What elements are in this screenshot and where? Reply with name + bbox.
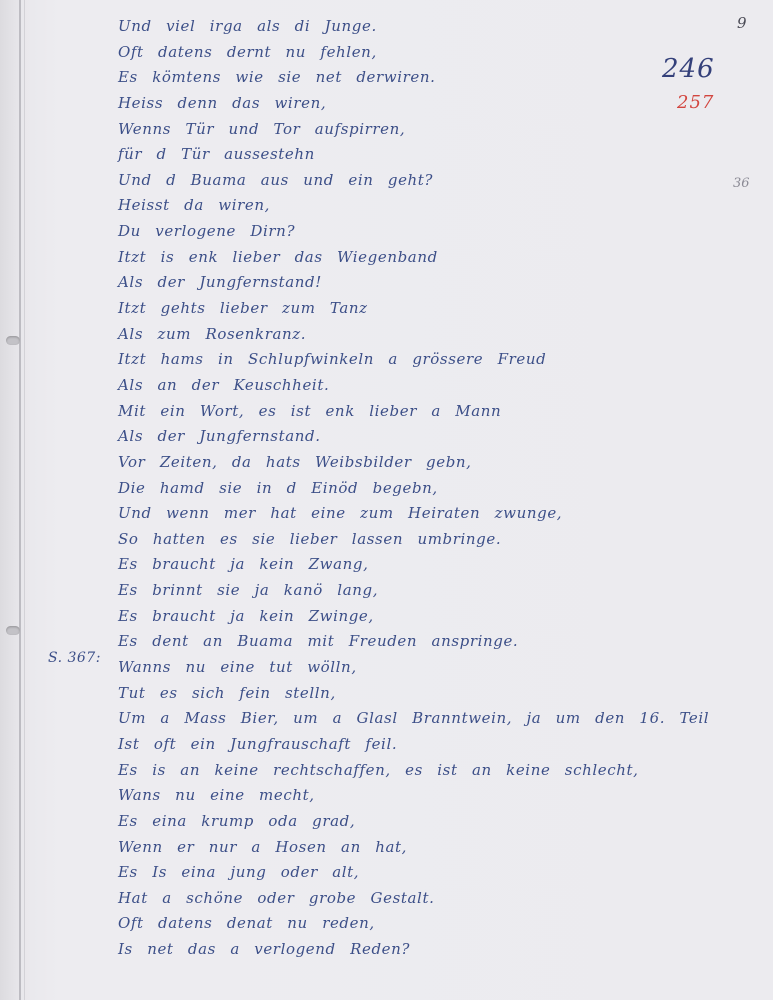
handwritten-text-block — [118, 14, 738, 963]
binding-hole — [6, 336, 20, 345]
text-line: Ist oft ein Jungfrauschaft feil. — [118, 734, 398, 753]
text-line: Als zum Rosenkranz. — [118, 324, 307, 343]
text-line: für d Tür aussestehn — [118, 145, 315, 164]
text-line: Wenns Tür und Tor aufspirren, — [118, 119, 406, 138]
page-number: 9 — [737, 14, 747, 32]
archive-number-red: 257 — [677, 92, 715, 113]
text-line: Als an der Keuschheit. — [118, 375, 330, 394]
text-line: Oft datens denat nu reden, — [118, 914, 375, 933]
text-line: Tut es sich fein stelln, — [118, 683, 336, 702]
text-line: Es Is eina jung oder alt, — [118, 863, 360, 882]
text-line: Vor Zeiten, da hats Weibsbilder gebn, — [118, 452, 472, 471]
text-line: Und wenn mer hat eine zum Heiraten zwunge, — [118, 504, 563, 523]
text-line: Heiss denn das wiren, — [118, 93, 327, 112]
text-line: Wans nu eine mecht, — [118, 786, 315, 805]
text-line: Wenn er nur a Hosen an hat, — [118, 837, 408, 856]
text-line: Wanns nu eine tut wölln, — [118, 658, 357, 677]
text-line: Es brinnt sie ja kanö lang, — [118, 581, 379, 600]
text-line: Die hamd sie in d Einöd begebn, — [118, 478, 438, 497]
text-line: Mit ein Wort, es ist enk lieber a Mann — [118, 401, 502, 420]
text-line: Itzt is enk lieber das Wiegenband — [118, 247, 438, 266]
text-line: Hat a schöne oder grobe Gestalt. — [118, 888, 435, 907]
text-line: Itzt gehts lieber zum Tanz — [118, 299, 368, 318]
text-line: So hatten es sie lieber lassen umbringe. — [118, 529, 502, 548]
text-line: Es dent an Buama mit Freuden anspringe. — [118, 632, 519, 651]
binding-hole — [6, 626, 20, 635]
text-line: Du verlogene Dirn? — [118, 222, 296, 241]
text-line: Und d Buama aus und ein geht? — [118, 170, 434, 189]
archive-number-blue: 246 — [662, 54, 715, 84]
archive-number-gray: 36 — [733, 176, 750, 191]
text-line: Es braucht ja kein Zwinge, — [118, 606, 374, 625]
binding-edge-inner — [24, 0, 25, 1000]
binding-edge — [19, 0, 21, 1000]
text-line: Und viel irga als di Junge. — [118, 17, 377, 35]
text-line: Es eina krump oda grad, — [118, 811, 356, 830]
text-line: Als der Jungfernstand. — [118, 427, 321, 446]
text-line: Es kömtens wie sie net derwiren. — [118, 68, 436, 87]
text-line: Itzt hams in Schlupfwinkeln a grössere Freud — [118, 350, 547, 369]
text-line: Es is an keine rechtschaffen, es ist an keine schlecht, — [118, 760, 639, 779]
text-line: Is net das a verlogend Reden? — [118, 940, 411, 959]
margin-page-reference: S. 367: — [48, 650, 101, 666]
text-line: Oft datens dernt nu fehlen, — [118, 42, 377, 61]
text-line: Heisst da wiren, — [118, 196, 270, 215]
text-line: Es braucht ja kein Zwang, — [118, 555, 369, 574]
text-line: Um a Mass Bier, um a Glasl Branntwein, ja um den 16. Teil — [118, 709, 710, 728]
text-line: Als der Jungfernstand! — [118, 273, 322, 292]
